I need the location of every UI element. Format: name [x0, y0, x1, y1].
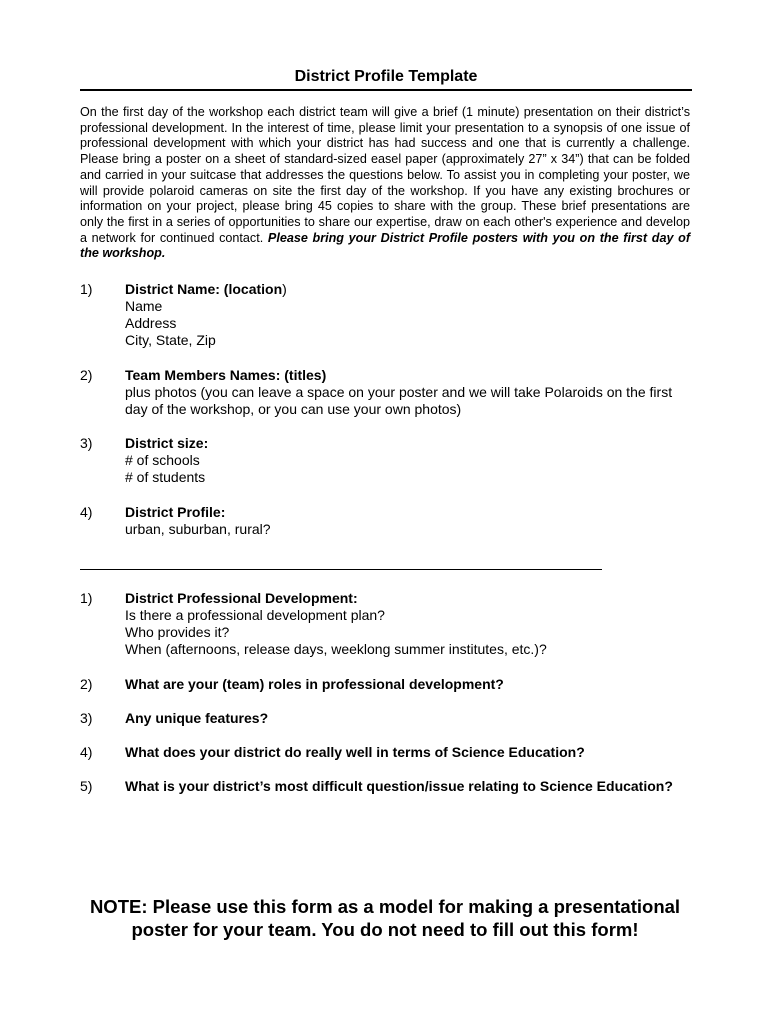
item-label: What is your district’s most difficult question/issue relating to Science Education?	[125, 778, 673, 794]
item-line: # of students	[125, 469, 206, 485]
item-number: 1)	[80, 281, 93, 297]
item-label: What are your (team) roles in professional development?	[125, 676, 504, 692]
item-number: 2)	[80, 676, 93, 692]
item-label-tail: )	[282, 281, 287, 297]
item-label: District size:	[125, 435, 209, 451]
item-number: 4)	[80, 504, 93, 520]
item-label: Team Members Names: (titles)	[125, 367, 327, 383]
item-line: Address	[125, 315, 177, 331]
item-line: plus photos (you can leave a space on your poster and we will take Polaroids on the first day of the workshop, or you can use your own photos)	[125, 384, 673, 417]
item-line: Name	[125, 298, 163, 314]
intro-emphasis: Please bring your District Profile posters with you on the first day of the workshop.	[80, 230, 691, 261]
item-label: Any unique features?	[125, 710, 269, 726]
item-line: When (afternoons, release days, weeklong summer institutes, etc.)?	[125, 641, 547, 657]
item-label: District Profile:	[125, 504, 226, 520]
intro-text: On the first day of the workshop each district team will give a brief (1 minute) presentation on their district’s professional development. In the interest of time, please limit your presentation to a synopsis of one issue of professional development with which your district has had success and one that is currently a challenge. Please bring a poster on a sheet of standard-sized easel paper (approximately 27” x 34”) that can be folded and carried in your suitcase that addresses the questions below. To assist you in completing your poster, we will provide polaroid cameras on site the first day of the workshop. If you have any existing brochures or information on your project, please bring 45 copies to share with the group. These brief presentations are only the first in a series of opportunities to share our expertise, draw on each other's experience and develop a network for continued contact.	[80, 105, 690, 245]
title-underline	[80, 89, 692, 91]
document-title: District Profile Template	[294, 68, 478, 85]
item-number: 4)	[80, 744, 93, 760]
item-line: City, State, Zip	[125, 332, 216, 348]
item-number: 3)	[80, 435, 93, 451]
item-number: 3)	[80, 710, 93, 726]
item-line: Is there a professional development plan?	[125, 607, 385, 623]
item-label: District Name: (location	[125, 281, 283, 297]
item-label: District Professional Development:	[125, 590, 358, 606]
item-line: # of schools	[125, 452, 200, 468]
intro-paragraph	[80, 105, 690, 262]
item-number: 2)	[80, 367, 93, 383]
item-label: What does your district do really well in terms of Science Education?	[125, 744, 585, 760]
section-divider	[80, 569, 602, 570]
item-line: urban, suburban, rural?	[125, 521, 271, 537]
note-text: NOTE: Please use this form as a model for making a presentational poster for your team. You do not need to fill out this form!	[89, 896, 681, 940]
item-number: 1)	[80, 590, 93, 606]
item-number: 5)	[80, 778, 93, 794]
item-line: Who provides it?	[125, 624, 230, 640]
